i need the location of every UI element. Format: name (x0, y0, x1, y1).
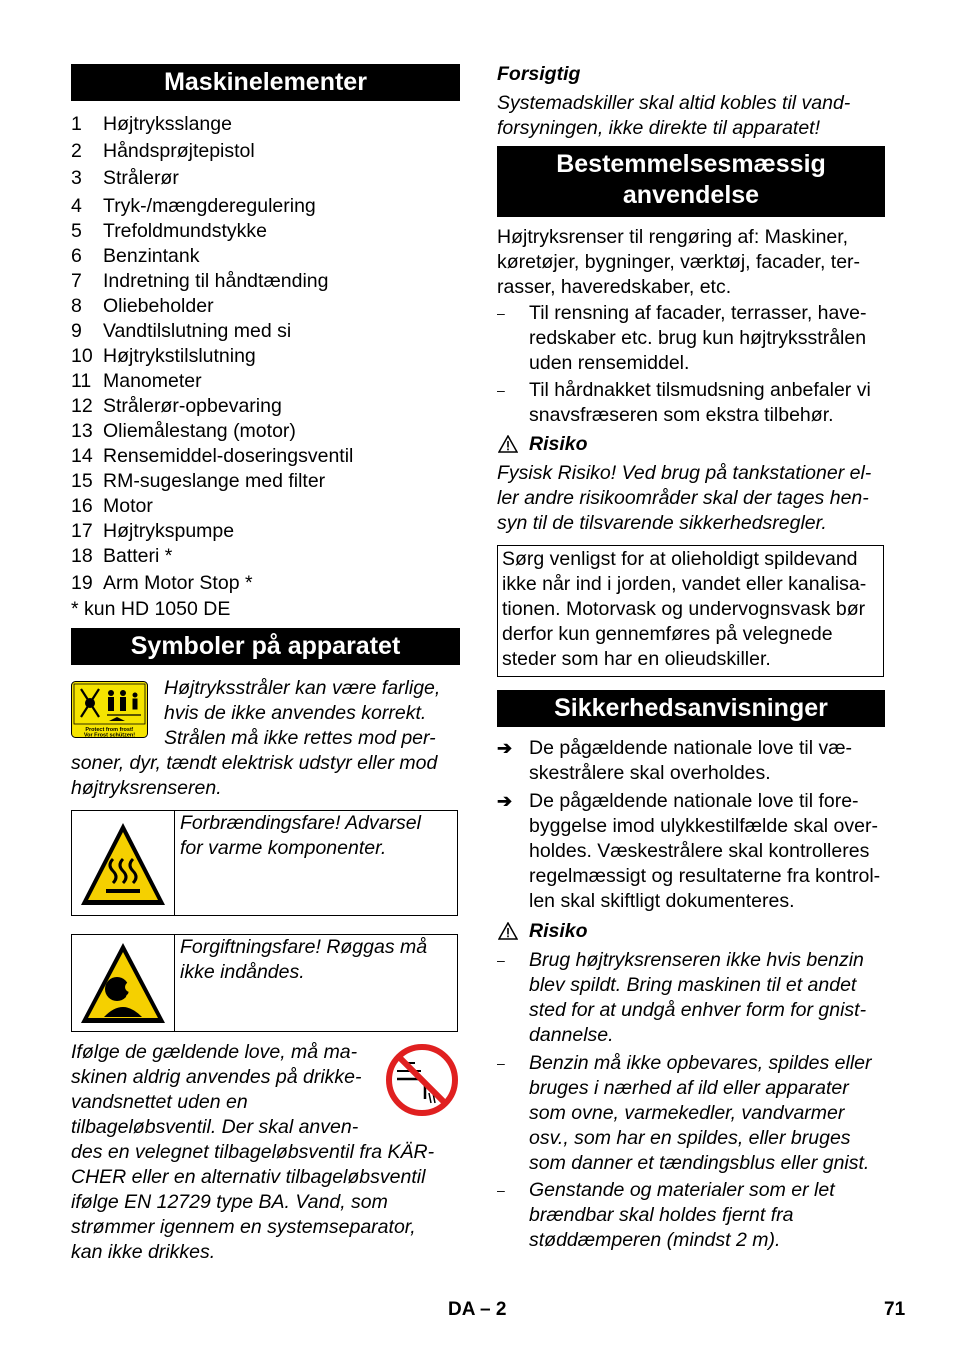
risk2-dash2-line2: bruges i nærhed af ild eller apparater (529, 1077, 849, 1099)
parts-list-number: 18 (71, 545, 93, 567)
use-dash1-line3: uden rensemiddel. (529, 352, 690, 374)
parts-list-label: Tryk-/mængderegulering (103, 195, 316, 217)
parts-list-item (71, 166, 460, 191)
footnote: * kun HD 1050 DE (71, 598, 231, 620)
hot-surface-cell (72, 811, 175, 915)
parts-list-number: 13 (71, 420, 93, 442)
parts-list-number: 5 (71, 220, 82, 242)
exhaust-cell (72, 935, 175, 1031)
risk2-dash1-line3: sted for at undgå enhver form for gnist- (529, 999, 867, 1021)
parts-list-label: Højtrykspumpe (103, 520, 235, 542)
parts-list-item (71, 494, 460, 519)
use-line3: rasser, haveredskaber, etc. (497, 276, 732, 298)
symbol1-text-line3: Strålen må ikke rettes mod per- (164, 727, 436, 749)
parts-list-label: Oliebeholder (103, 295, 214, 317)
parts-list-label: Strålerør-opbevaring (103, 395, 282, 417)
drinking-water-line: Ifølge de gældende love, må ma- (71, 1041, 358, 1063)
sticker-text-de: Vor Frost schützen! (83, 732, 136, 738)
parts-list-item (71, 244, 460, 269)
symbol1-text-line4: soner, dyr, tændt elektrisk udstyr eller mod (71, 752, 438, 774)
hot-surface-warning-icon (72, 811, 174, 915)
footer-section-label: DA – 2 (448, 1299, 507, 1320)
symbol1-text-line2: hvis de ikke anvendes korrekt. (164, 702, 427, 724)
parts-list-number: 3 (71, 167, 82, 189)
risk2-dash2-line3: som ovne, varmekedler, vandvarmer (529, 1102, 845, 1124)
warning-triangle-icon (498, 922, 518, 940)
parts-list-number: 7 (71, 270, 82, 292)
caution-line1: Systemadskiller skal altid kobles til vand- (497, 92, 851, 114)
parts-list-item (71, 139, 460, 164)
risk2-dash2-line5: som danner et tændingsblus eller gnist. (529, 1152, 870, 1174)
oil-line1: Sørg venligst for at olieholdigt spildevand (502, 548, 858, 570)
parts-list-item (71, 294, 460, 319)
arrow2-line3: holdes. Væskestrålere skal kontrolleres (529, 840, 870, 862)
parts-list-label: Højtrykstilslutning (103, 345, 256, 367)
parts-list-label: Vandtilslutning med si (103, 320, 292, 342)
oil-line5: steder som har en olieudskiller. (502, 648, 771, 670)
parts-list-label: Indretning til håndtænding (103, 270, 329, 292)
risk1-line1: Fysisk Risiko! Ved brug på tankstationer el- (497, 462, 872, 484)
arrow1-line1: De pågældende nationale love til væ- (529, 737, 853, 759)
dash-bullet: – (497, 1182, 505, 1198)
risk2-dash1-line2: blev spildt. Bring maskinen til et andet (529, 974, 857, 996)
parts-list-item (71, 269, 460, 294)
risk2-dash3-line2: brændbar skal holdes fjernt fra støddæmperen (mindst 2 m). (529, 1204, 794, 1251)
drinking-water-line: CHER eller en alternativ tilbageløbsventil (71, 1166, 426, 1188)
parts-list-label: Arm Motor Stop * (103, 572, 253, 594)
dash-bullet: – (497, 305, 505, 321)
parts-list-number: 11 (71, 370, 92, 392)
parts-list-number: 2 (71, 140, 82, 162)
parts-list-item (71, 112, 460, 137)
parts-list-item (71, 571, 460, 596)
parts-list-number: 1 (71, 113, 82, 135)
symbol1-text-line1: Højtryksstråler kan være farlige, (164, 677, 441, 699)
arrow-bullet-icon: ➔ (497, 791, 513, 811)
risk2-dash1-line4: dannelse. (529, 1024, 614, 1046)
drinking-water-line: strømmer igennem en systemseparator, (71, 1216, 416, 1238)
risk-label-2: Risiko (529, 920, 588, 942)
parts-list-label: Motor (103, 495, 153, 517)
exhaust-poison-warning-icon (72, 935, 174, 1031)
parts-list-item (71, 544, 460, 569)
sticker-text-en: Protect from frost! (85, 727, 134, 733)
heading-symboler: Symboler på apparatet (71, 628, 460, 665)
parts-list-label: Benzintank (103, 245, 200, 267)
parts-list-number: 14 (71, 445, 93, 467)
parts-list-item (71, 419, 460, 444)
heading-bestemmelsesmaessig-line2: anvendelse (622, 181, 760, 209)
hot-surface-warning-box (71, 810, 458, 916)
risk1-text (497, 461, 871, 536)
hot-surface-text-line1: Forbrændingsfare! Advarsel (180, 812, 421, 834)
risk1-line2: ler andre risikoområder skal der tages hen- (497, 487, 869, 509)
risk-label-1: Risiko (529, 433, 588, 455)
heading-maskinelementer: Maskinelementer (71, 64, 460, 101)
arrow2-line4: regelmæssigt og resultaterne fra kontrol- (529, 865, 881, 887)
parts-list-label: Oliemålestang (motor) (103, 420, 296, 442)
caution-label: Forsigtig (497, 63, 581, 85)
drinking-water-line: vandsnettet uden en (71, 1091, 248, 1113)
parts-list-number: 12 (71, 395, 93, 417)
oil-line2: ikke når ind i jorden, vandet eller kanalisa- (502, 573, 867, 595)
parts-list-label: Rensemiddel-doseringsventil (103, 445, 354, 467)
parts-list-item (71, 394, 460, 419)
exhaust-warning-box (71, 934, 458, 1032)
parts-list-label: Manometer (103, 370, 202, 392)
heading-bestemmelsesmaessig-line1: Bestemmelsesmæssig (556, 150, 826, 178)
use-line1: Højtryksrenser til rengøring af: Maskiner, (497, 226, 849, 248)
parts-list-label: RM-sugeslange med filter (103, 470, 326, 492)
use-line2: køretøjer, bygninger, værktøj, facader, ter- (497, 251, 861, 273)
exhaust-text-line2: ikke indåndes. (180, 961, 305, 983)
arrow2-line1: De pågældende nationale love til fore- (529, 790, 859, 812)
dash-bullet: – (497, 382, 505, 398)
drinking-water-line: des en velegnet tilbageløbsventil fra KÄR- (71, 1141, 435, 1163)
exhaust-text (180, 935, 460, 985)
risk2-dash1-line1: Brug højtryksrenseren ikke hvis benzin (529, 949, 864, 971)
parts-list-number: 4 (71, 195, 82, 217)
parts-list-item (71, 444, 460, 469)
use-dash2-line1: Til hårdnakket tilsmudsning anbefaler vi (529, 379, 871, 401)
risk2-dash3-line1: Genstande og materialer som er let (529, 1179, 835, 1201)
risk2-dash2-line4: osv., som har en spildes, eller bruges (529, 1127, 851, 1149)
parts-list-item (71, 219, 460, 244)
arrow2-line5: len skal skiftligt dokumenteres. (529, 890, 795, 912)
parts-list-number: 17 (71, 520, 93, 542)
heading-bestemmelsesmaessig (497, 146, 885, 217)
risk2-dash2-line1: Benzin må ikke opbevares, spildes eller (529, 1052, 872, 1074)
hot-surface-text (180, 811, 460, 861)
drinking-water-line: kan ikke drikkes. (71, 1241, 216, 1263)
parts-list-number: 6 (71, 245, 82, 267)
arrow-bullet-icon: ➔ (497, 738, 513, 758)
arrow2-line2: byggelse imod ulykkestilfælde skal over- (529, 815, 878, 837)
parts-list-label: Trefoldmundstykke (103, 220, 268, 242)
drinking-water-line: tilbageløbsventil. Der skal anven- (71, 1116, 359, 1138)
hot-surface-text-line2: for varme komponenter. (180, 837, 387, 859)
parts-list-label: Strålerør (103, 167, 179, 189)
parts-list-number: 15 (71, 470, 93, 492)
parts-list-label: Håndsprøjtepistol (103, 140, 255, 162)
use-dash1-line2: redskaber etc. brug kun højtryksstrålen (529, 327, 867, 349)
oil-line4: derfor kun gennemføres på velegnede (502, 623, 833, 645)
oil-line3: tionen. Motorvask og undervognsvask bør (502, 598, 866, 620)
drinking-water-line: ifølge EN 12729 type BA. Vand, som (71, 1191, 388, 1213)
exhaust-text-line1: Forgiftningsfare! Røggas må (180, 936, 428, 958)
warning-triangle-icon (498, 435, 518, 453)
no-drinking-water-connection-icon (385, 1043, 459, 1117)
parts-list-label: Højtryksslange (103, 113, 232, 135)
footer-page-number: 71 (884, 1299, 906, 1320)
parts-list-number: 9 (71, 320, 82, 342)
dash-bullet: – (497, 1055, 505, 1071)
caution-line2: forsyningen, ikke direkte til apparatet! (497, 117, 821, 139)
parts-list-number: 16 (71, 495, 93, 517)
risk1-line3: syn til de tilsvarende sikkerhedsregler. (497, 512, 827, 534)
oil-environment-box (497, 545, 884, 677)
parts-list-label: Batteri * (103, 545, 173, 567)
symbol1-text-line5: højtryksrenseren. (71, 777, 222, 799)
use-dash1-line1: Til rensning af facader, terrasser, have- (529, 302, 867, 324)
arrow1-line2: skestrålere skal overholdes. (529, 762, 771, 784)
high-pressure-warning-sticker-icon (71, 681, 148, 738)
parts-list-item (71, 369, 460, 394)
parts-list-item (71, 319, 460, 344)
parts-list-item (71, 344, 460, 369)
use-text (497, 225, 860, 300)
use-dash2-line2: snavsfræseren som ekstra tilbehør. (529, 404, 834, 426)
parts-list-item (71, 469, 460, 494)
parts-list-number: 19 (71, 572, 93, 594)
parts-list-item (71, 194, 460, 219)
parts-list-item (71, 519, 460, 544)
heading-sikkerhedsanvisninger: Sikkerhedsanvisninger (497, 690, 885, 727)
parts-list-number: 8 (71, 295, 82, 317)
dash-bullet: – (497, 952, 505, 968)
drinking-water-line: skinen aldrig anvendes på drikke- (71, 1066, 362, 1088)
parts-list-number: 10 (71, 345, 93, 367)
